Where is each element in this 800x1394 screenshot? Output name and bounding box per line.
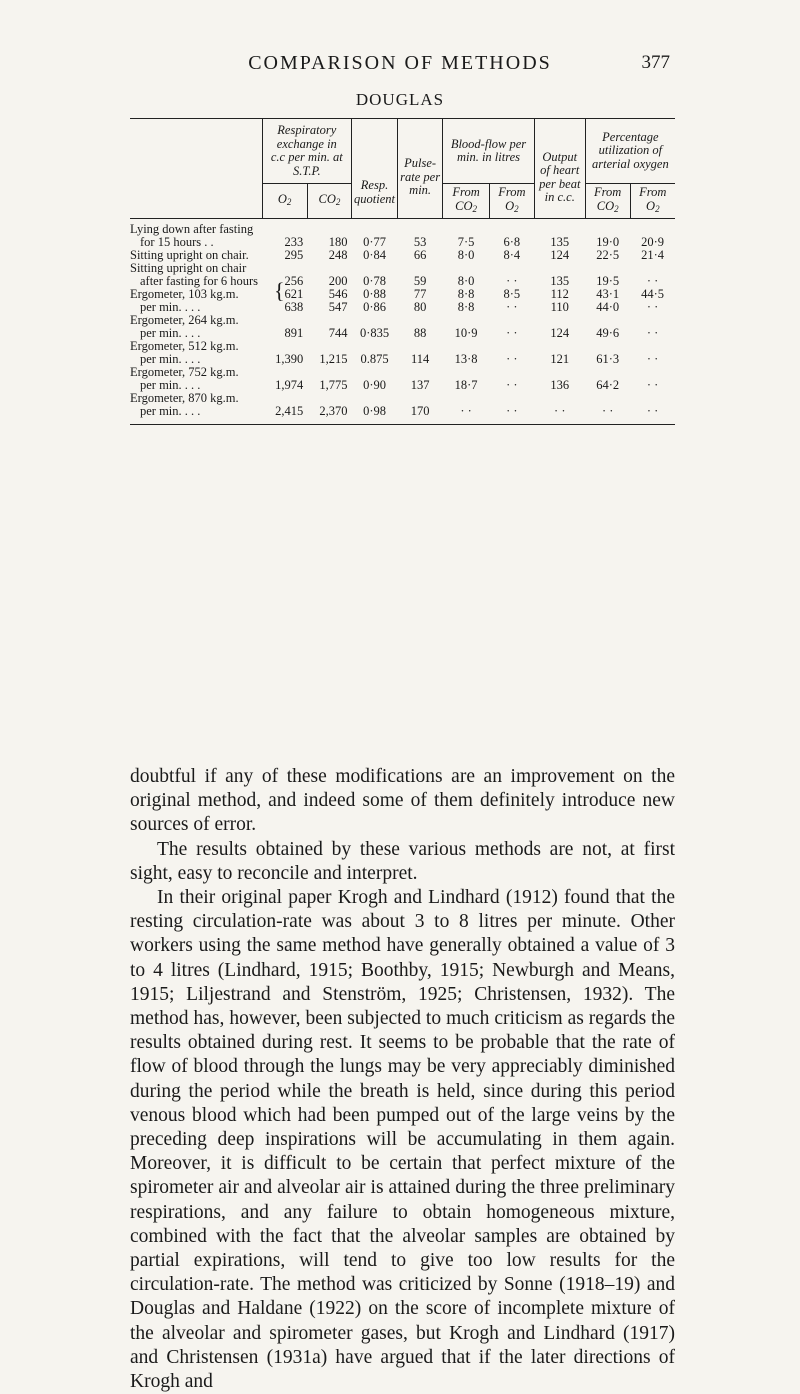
cell-o2: 295 [284,248,304,262]
row-label: Sitting upright on chair after fasting for 6 hours [130,261,259,288]
row-label: Ergometer, 870 kg.m. per min. . . . [130,392,262,425]
cell-rq: 0·84 [363,248,386,262]
brace-icon: { [273,278,285,303]
cell-output: 121 [550,352,570,366]
cell-bf-co2: 10·9 [454,326,478,340]
cell-pulse: 88 [413,326,427,340]
cell-util-co2: · · [585,392,630,425]
cell-output: 124 [550,248,570,262]
cell-output: 112 [550,287,569,301]
body-text [130,765,675,1394]
cell-pulse: 80 [413,300,427,314]
cell-o2: 1,390 [275,352,304,366]
cell-bf-o2: · · [506,300,518,314]
cell-bf-co2: 18·7 [454,378,478,392]
cell-util-o2: · · [646,378,659,392]
cell-bf-o2: 6·8 [503,235,521,249]
row-label: Sitting upright on chair. [130,248,249,262]
cell-output: 110 [550,300,569,314]
cell-rq: 0·90 [363,378,386,392]
cell-util-o2: · · [630,392,675,425]
header-o2: $O_2$ [262,184,307,219]
cell-util-co2: 43·1 [596,287,620,301]
cell-co2: 744 [328,326,348,340]
cell-co2: 180 [328,235,348,249]
cell-util-o2: · · [646,274,659,288]
cell-o2: 891 [284,326,304,340]
header-co2: $CO_2$ [307,184,351,219]
cell-co2: 200 [328,274,348,288]
table-caption: DOUGLAS [355,90,445,109]
table-row [130,392,675,425]
cell-output: 136 [550,378,570,392]
cell-o2: 233 [284,235,304,249]
cell-rq: 0·98 [352,392,398,425]
page-number: 377 [641,52,670,73]
cell-pulse: 77 [413,287,427,301]
header-pulse-rate: Pulse-rate per min. [398,119,443,219]
cell-co2: 2,370 [307,392,351,425]
header-blood-flow: Blood-flow per min. in litres [443,119,535,184]
cell-output: 135 [550,235,570,249]
data-table [130,118,675,425]
cell-util-o2: · · [646,352,659,366]
cell-util-co2: 64·2 [596,378,620,392]
cell-rq: 0·78 [363,274,386,288]
row-label: Ergometer, 103 kg.m. [130,287,239,301]
table-row [130,223,675,249]
cell-co2: 248 [328,248,348,262]
cell-rq: 0·77 [363,235,386,249]
cell-util-co2: 19·0 [596,235,620,249]
cell-pulse: 66 [413,248,427,262]
cell-output: · · [534,392,585,425]
cell-output: 124 [550,326,570,340]
running-head [0,52,800,76]
cell-bf-co2: 7·5 [457,235,475,249]
cell-o2: 256 [284,274,304,288]
header-utilization: Percentage utilization of arterial oxygen [585,119,675,184]
paragraph: doubtful if any of these modifications are an improvement on the original method, and indeed some of them definitely introduce new sources of error. [130,766,675,836]
cell-bf-o2: · · [506,326,518,340]
row-label: Ergometer, 512 kg.m. per min. . . . [130,339,239,366]
cell-util-co2: 19·5 [596,274,620,288]
header-resp-exchange: Respiratory exchange in c.c per min. at S.T.P. [262,119,352,184]
cell-bf-co2: 8·8 [457,287,475,301]
cell-pulse: 137 [410,378,430,392]
cell-bf-co2: 13·8 [454,352,478,366]
cell-rq: 0.875 [360,352,389,366]
table-row [130,314,675,340]
cell-co2: 1,775 [319,378,348,392]
cell-util-co2: 61·3 [596,352,620,366]
cell-pulse: 114 [410,352,430,366]
cell-bf-o2: 8·4 [503,248,521,262]
cell-o2: {621 [273,278,304,303]
cell-bf-co2: 8·0 [457,248,475,262]
header-resp-quotient: Resp. quotient [352,119,398,219]
row-label: Lying down after fasting for 15 hours . . [130,222,254,249]
cell-rq: 0·86 [363,300,386,314]
running-title: COMPARISON OF METHODS [248,52,552,74]
header-util-from-co2: From $CO_2$ [585,184,630,219]
cell-co2: 546 [328,287,348,301]
cell-bf-co2: · · [443,392,490,425]
cell-util-co2: 49·6 [596,326,620,340]
cell-bf-o2: · · [489,392,534,425]
cell-pulse: 170 [398,392,443,425]
cell-pulse: 53 [413,235,427,249]
cell-util-o2: 21·4 [641,248,665,262]
cell-bf-co2: 8·8 [457,300,475,314]
paragraph: The results obtained by these various methods are not, at first sight, easy to reconcile and interpret. [130,838,675,884]
header-util-from-o2: From $O_2$ [630,184,675,219]
cell-o2: 2,415 [262,392,307,425]
row-label: Ergometer, 264 kg.m. per min. . . . [130,313,239,340]
paragraph: In their original paper Krogh and Lindhard (1912) found that the resting circulation-rate was about 3 to 8 litres per minute. Other workers using the same method have generally obtained a value of 3 to 4 litres (Lindhard, 1915; Boothby, 1915; Newburgh and Means, 1915; Liljestrand and Stenström, 1925; Christensen, 1932). The method has, however, been subjected to much criticism as regards the results obtained during rest. It seems to be probable that the rate of flow of blood through the lungs may be very appreciably diminished during the period while the breath is held, since during this period venous blood which had been pumped out of the large veins by the preceding deep inspirations will be accumulating in them again. Moreover, it is difficult to be certain that perfect mixture of the spirometer air and alveolar air is attained during the three preliminary respirations, and any failure to obtain homogeneous mixture, combined with the fact that the alveolar samples are obtained by partial expirations, will tend to give too low results for the circulation-rate. The method was criticized by Sonne (1918–19) and Douglas and Haldane (1922) on the score of incomplete mixture of the alveolar and spirometer gases, but Krogh and Lindhard (1917) and Christensen (1931a) have argued that if the later directions of Krogh and [130,887,675,1393]
row-label: per min. . . . [140,300,201,314]
header-output: Output of heart per beat in c.c. [534,119,585,219]
cell-rq: 0·835 [359,326,390,340]
cell-util-o2: 44·5 [641,287,665,301]
cell-co2: 547 [328,300,348,314]
cell-bf-co2: 8·0 [457,274,475,288]
cell-util-o2: · · [646,326,659,340]
table-row [130,340,675,366]
cell-bf-o2: 8·5 [503,287,521,301]
cell-util-o2: 20·9 [641,235,665,249]
cell-bf-o2: · · [506,378,518,392]
row-label: Ergometer, 752 kg.m. per min. . . . [130,365,239,392]
cell-bf-o2: · · [506,352,518,366]
cell-o2: 638 [284,300,304,314]
cell-bf-o2: · · [506,274,518,288]
cell-util-o2: · · [646,300,659,314]
cell-util-co2: 44·0 [596,300,620,314]
cell-util-co2: 22·5 [596,248,620,262]
cell-rq: 0·88 [363,287,386,301]
header-from-o2: From $O_2$ [489,184,534,219]
cell-pulse: 59 [413,274,427,288]
cell-o2: 1,974 [275,378,304,392]
header-from-co2: From $CO_2$ [443,184,490,219]
table-row [130,366,675,392]
table-row [130,288,675,301]
cell-output: 135 [550,274,570,288]
table-row [130,262,675,288]
cell-co2: 1,215 [319,352,348,366]
